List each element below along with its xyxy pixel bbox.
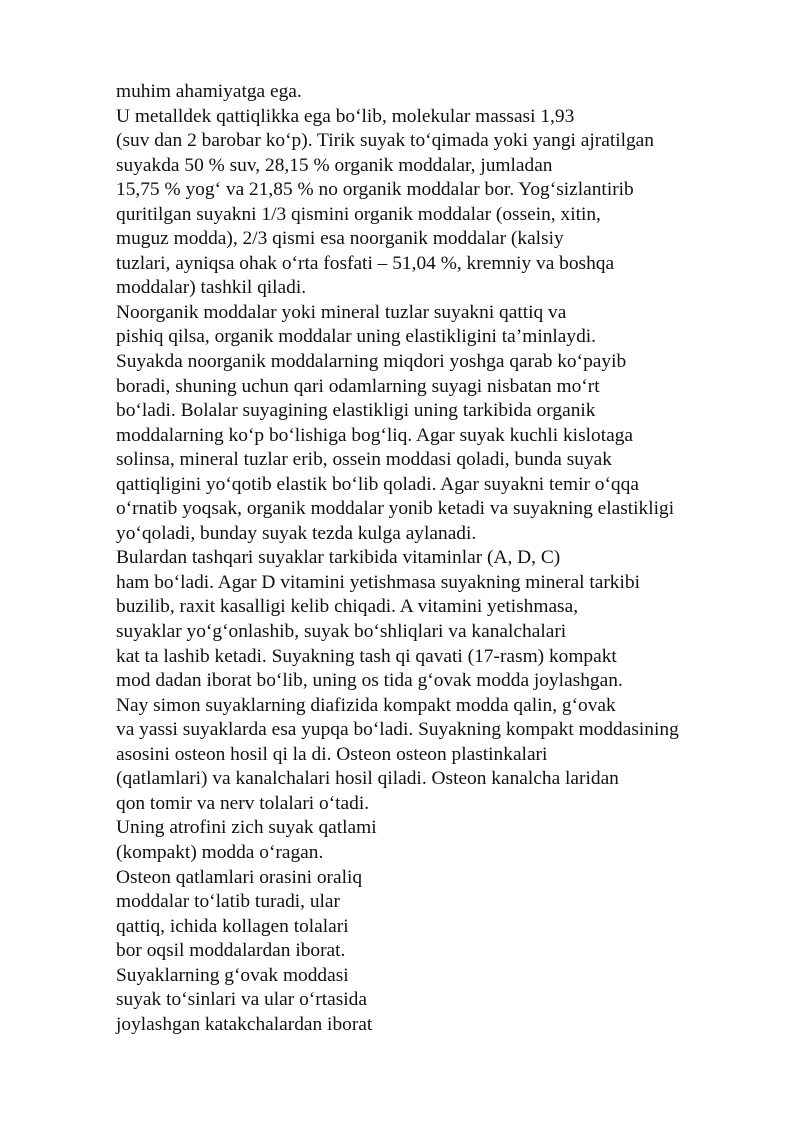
text-line: asosini osteon hosil qi la di. Osteon osteon plastinkalari [116,743,548,765]
text-line: ham bo‘ladi. Agar D vitamini yetishmasa suyakning mineral tarkibi [116,571,640,593]
text-line: muhim ahamiyatga ega. [116,81,302,102]
text-line: Uning atrofini zich suyak qatlami [116,817,377,839]
text-line: suyaklar yo‘g‘onlashib, suyak bo‘shliqlari va kanalchalari [116,621,567,643]
text-line: moddalar to‘latib turadi, ular [116,891,340,913]
text-line: Nay simon suyaklarning diafizida kompakt modda qalin, g‘ovak [116,694,616,716]
text-line: Suyakda noorganik moddalarning miqdori yoshga qarab ko‘payib [116,351,627,373]
text-line: Noorganik moddalar yoki mineral tuzlar suyakni qattiq va [116,301,567,323]
text-line: Suyaklarning g‘ovak moddasi [116,964,349,986]
text-line: pishiq qilsa, organik moddalar uning elastikligini ta’minlaydi. [116,326,597,348]
text-line: moddalarning ko‘p bo‘lishiga bog‘liq. Agar suyak kuchli kislotaga [116,424,633,446]
text-line: boradi, shuning uchun qari odamlarning suyagi nisbatan mo‘rt [116,375,600,397]
text-line: yo‘qoladi, bunday suyak tezda kulga aylanadi. [116,522,477,544]
text-line: Bulardan tashqari suyaklar tarkibida vitaminlar (A, D, C) [116,547,561,569]
text-line: moddalar) tashkil qiladi. [116,277,307,299]
text-line: muguz modda), 2/3 qismi esa noorganik moddalar (kalsiy [116,228,564,250]
text-line: qattiqligini yo‘qotib elastik bo‘lib qoladi. Agar suyakni temir o‘qqa [116,473,639,495]
text-line: joylashgan katakchalardan iborat [116,1013,373,1035]
text-line: (kompakt) modda o‘ragan. [116,841,324,863]
text-line: bor oqsil moddalardan iborat. [116,940,346,962]
document-page [116,80,756,1037]
text-line: Osteon qatlamlari orasini oraliq [116,866,363,888]
text-line: kat ta lashib ketadi. Suyakning tash qi qavati (17-rasm) kompakt [116,645,617,667]
text-line: tuzlari, ayniqsa ohak o‘rta fosfati – 51,04 %, kremniy va boshqa [116,252,615,274]
text-line: buzilib, raxit kasalligi kelib chiqadi. A vitamini yetishmasa, [116,596,579,618]
text-line: qattiq, ichida kollagen tolalari [116,915,349,937]
text-line: U metalldek qattiqlikka ega bo‘lib, molekular massasi 1,93 [116,105,575,127]
text-line: o‘rnatib yoqsak, organik moddalar yonib ketadi va suyakning elastikligi [116,498,675,520]
text-line: va yassi suyaklarda esa yupqa bo‘ladi. Suyakning kompakt moddasining [116,719,679,741]
text-line: bo‘ladi. Bolalar suyagining elastikligi uning tarkibida organik [116,400,596,422]
text-line: suyak to‘sinlari va ular o‘rtasida [116,989,367,1011]
text-line: quritilgan suyakni 1/3 qismini organik moddalar (ossein, xitin, [116,203,601,225]
text-line: solinsa, mineral tuzlar erib, ossein moddasi qoladi, bunda suyak [116,449,612,471]
text-line: mod dadan iborat bo‘lib, uning os tida g‘ovak modda joylashgan. [116,670,623,692]
text-line: qon tomir va nerv tolalari o‘tadi. [116,792,370,814]
text-line: 15,75 % yog‘ va 21,85 % no organik moddalar bor. Yog‘sizlantirib [116,179,634,201]
text-line: (suv dan 2 barobar ko‘p). Tirik suyak to‘qimada yoki yangi ajratilgan [116,130,654,152]
text-line: suyakda 50 % suv, 28,15 % organik moddalar, jumladan [116,154,553,176]
text-line: (qatlamlari) va kanalchalari hosil qiladi. Osteon kanalcha laridan [116,768,619,790]
